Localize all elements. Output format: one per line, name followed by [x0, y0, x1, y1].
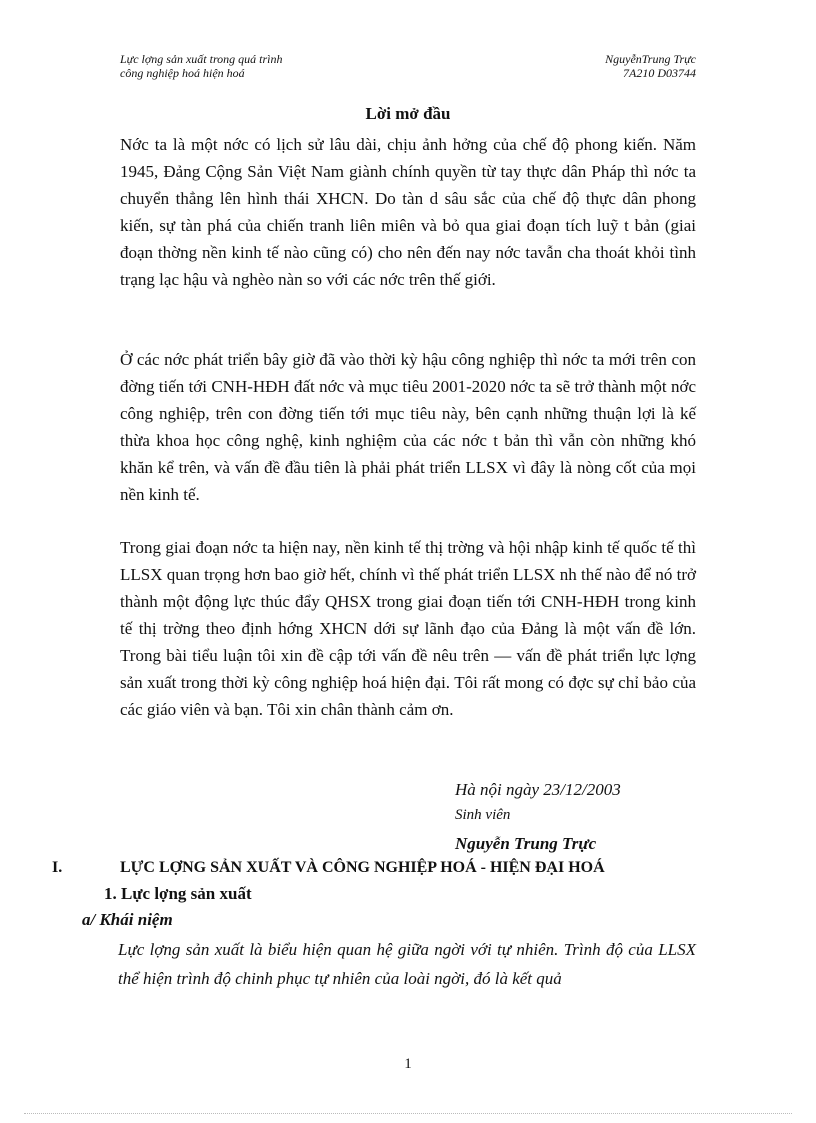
- header-left-line1: Lực lợng sản xuất trong quá trình: [120, 52, 283, 66]
- signature-date: Hà nội ngày 23/12/2003: [455, 780, 621, 799]
- header-left-line2: công nghiệp hoá hiện hoá: [120, 66, 245, 80]
- running-header-right: [605, 52, 696, 80]
- page-bottom-divider: [24, 1113, 792, 1114]
- section-number: I.: [52, 859, 63, 876]
- page-title: Lời mở đầu: [365, 104, 451, 123]
- running-header-left: [120, 52, 283, 80]
- paragraph-2: Ở các nớc phát triển bây giờ đã vào thời kỳ hậu công nghiệp thì nớc ta mới trên con đờng tiến tới CNH-HĐH đất nớc và mục tiêu 2001-2020 nớc ta sẽ trở thành một nớc công nghiệp, trên con đờng tiến tới mục tiêu này, bên cạnh những thuận lợi là kế thừa khoa học công nghệ, kinh nghiệm của các nớc t bản thì vẫn còn những khó khăn kể trên, và vấn đề đầu tiên là phải phát triển LLSX vì đây là nòng cốt của mọi nền kinh tế.: [120, 350, 696, 504]
- header-right-line2: 7A210 D03744: [623, 66, 696, 80]
- signature-role: Sinh viên: [455, 807, 511, 823]
- paragraph-3: Trong giai đoạn nớc ta hiện nay, nền kinh tế thị trờng và hội nhập kinh tế quốc tế thì LLSX quan trọng hơn bao giờ hết, chính vì thế phát triển LLSX nh thế nào để nó trở thành một động lực thúc đẩy QHSX trong giai đoạn tiến tới CNH-HĐH trong kinh tế thị trờng theo định hớng XHCN dới sự lãnh đạo của Đảng là một vấn đề lớn. Trong bài tiểu luận tôi xin đề cập tới vấn đề nêu trên — vấn đề phát triển lực lợng sản xuất trong thời kỳ công nghiệp hoá hiện đại. Tôi rất mong có đợc sự chỉ bảo của các giáo viên và bạn. Tôi xin chân thành cảm ơn.: [120, 538, 696, 719]
- page-number: 1: [404, 1056, 412, 1072]
- header-right-line1: NguyễnTrung Trực: [605, 52, 696, 66]
- definition-paragraph: Lực lợng sản xuất là biểu hiện quan hệ giữa ngời với tự nhiên. Trình độ của LLSX thể hiện trình độ chinh phục tự nhiên của loài ngời, đó là kết quả: [118, 940, 696, 988]
- section-heading: LỰC LỢNG SẢN XUẤT VÀ CÔNG NGHIỆP HOÁ - HIỆN ĐẠI HOÁ: [120, 859, 605, 876]
- signature-name: Nguyễn Trung Trực: [455, 834, 597, 853]
- subsubsection-heading: a/ Khái niệm: [82, 910, 173, 929]
- paragraph-1: Nớc ta là một nớc có lịch sử lâu dài, chịu ảnh hởng của chế độ phong kiến. Năm 1945, Đảng Cộng Sản Việt Nam giành chính quyền từ tay thực dân Pháp thì nớc ta chuyển thẳng lên hình thái XHCN. Do tàn d sâu sắc của chế độ thực dân phong kiến, sự tàn phá của chiến tranh liên miên và bỏ qua giai đoạn tích luỹ t bản (giai đoạn thờng nền kinh tế nào cũng có) cho nên đến nay nớc tavẫn cha thoát khỏi tình trạng lạc hậu và nghèo nàn so với các nớc trên thế giới.: [120, 135, 696, 289]
- subsection-heading: 1. Lực lợng sản xuất: [104, 884, 252, 903]
